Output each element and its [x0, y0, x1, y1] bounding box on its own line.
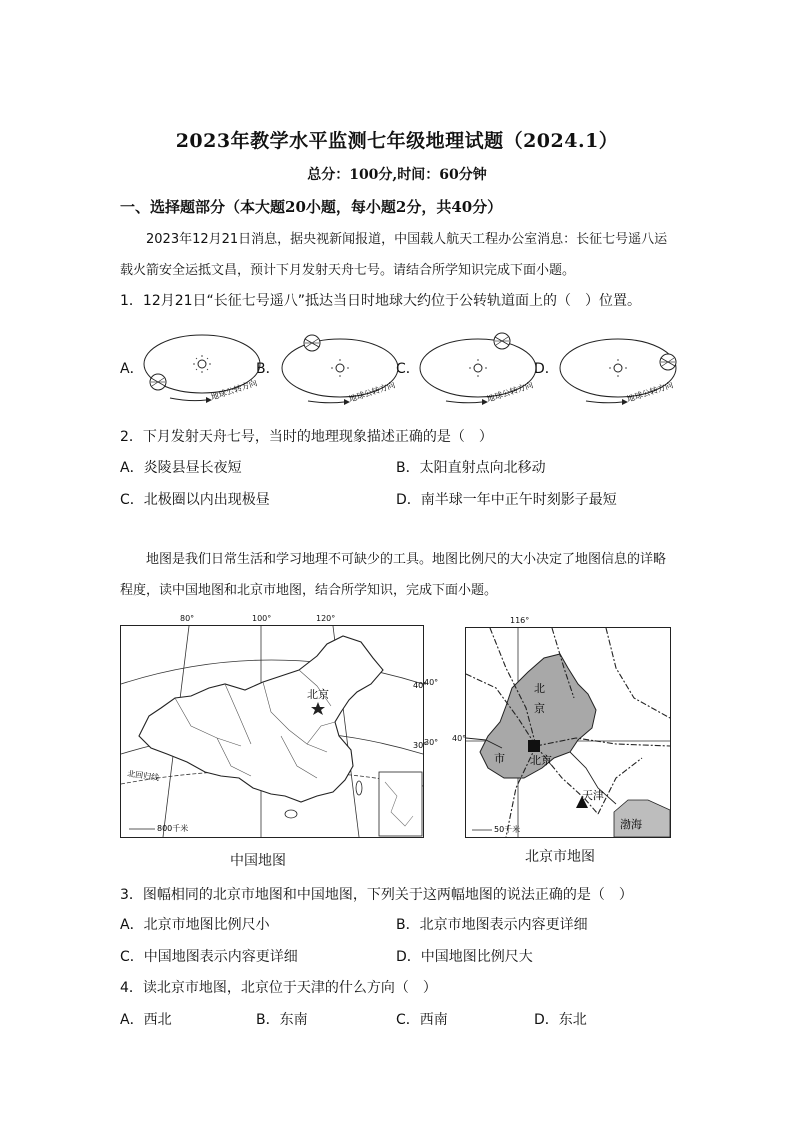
q1-option-c-label[interactable]: C．: [396, 361, 420, 377]
lat-label-30-outer: 30°: [424, 738, 439, 747]
question-2-stem: 2．下月发射天舟七号，当时的地理现象描述正确的是（ ）: [120, 429, 493, 445]
lat-label-40-outer: 40°: [424, 678, 439, 687]
q1-option-d-label[interactable]: D．: [534, 361, 559, 377]
beijing-lat-label: 40°: [452, 734, 467, 743]
passage-1: 2023年12月21日消息，据央视新闻报道，中国载人航天工程办公室消息：长征七号遥八运载火箭安全运抵文昌，预计下月发射天舟七号。请结合所学知识完成下面小题。: [120, 232, 668, 278]
orbit-caption: 地球公转方向: [209, 378, 259, 402]
earth-icon: [494, 333, 510, 349]
earth-icon: [660, 354, 676, 370]
bohai-label: 渤海: [620, 818, 642, 831]
beijing-marker-icon: [528, 740, 540, 752]
exam-info: 总分：100分,时间：60分钟: [307, 167, 487, 183]
lon-label-80: 80°: [180, 614, 195, 623]
q4-option-a[interactable]: A．西北: [120, 1012, 172, 1028]
region-char-3: 市: [494, 752, 505, 765]
china-map-scale: 800千米: [157, 824, 189, 833]
orbit-caption: 地球公转方向: [347, 380, 397, 404]
q3-option-d[interactable]: D．中国地图比例尺大: [396, 949, 533, 965]
earth-icon: [304, 335, 320, 351]
region-char-1: 北: [534, 682, 545, 695]
china-map: [120, 625, 428, 838]
q2-option-b[interactable]: B．太阳直射点向北移动: [396, 460, 546, 476]
page-title: 2023年教学水平监测七年级地理试题（2024.1）: [175, 130, 619, 152]
q3-option-b[interactable]: B．北京市地图表示内容更详细: [396, 917, 588, 933]
section-heading: 一、选择题部分（本大题20小题，每小题2分，共40分）: [120, 198, 503, 216]
passage-2: 地图是我们日常生活和学习地理不可缺少的工具。地图比例尺的大小决定了地图信息的详略程度，读中国地图和北京市地图，结合所学知识，完成下面小题。: [120, 552, 667, 598]
orbit-diagram-a[interactable]: [140, 330, 270, 406]
question-4-stem: 4．读北京市地图，北京位于天津的什么方向（ ）: [120, 980, 437, 996]
q1-option-a-label[interactable]: A．: [120, 361, 144, 377]
question-1-stem: 1．12月21日“长征七号遥八”抵达当日时地球大约位于公转轨道面上的（ ）位置。: [120, 293, 642, 309]
orbit-diagram-b[interactable]: [278, 330, 408, 406]
q3-option-a[interactable]: A．北京市地图比例尺小: [120, 917, 270, 933]
lon-label-120: 120°: [316, 614, 336, 623]
q2-option-d[interactable]: D．南半球一年中正午时刻影子最短: [396, 492, 617, 508]
sun-icon: [331, 359, 349, 377]
beijing-map-caption: 北京市地图: [525, 849, 595, 865]
beijing-map-scale: 50千米: [494, 825, 521, 834]
orbit-diagram-d[interactable]: [556, 330, 686, 406]
question-3-stem: 3．图幅相同的北京市地图和中国地图，下列关于这两幅地图的说法正确的是（ ）: [120, 887, 633, 903]
beijing-city-label: 北京: [530, 754, 552, 767]
earth-icon: [150, 374, 166, 390]
sun-icon: [609, 359, 627, 377]
beijing-map: [465, 627, 671, 838]
sun-icon: [469, 359, 487, 377]
q4-option-b[interactable]: B．东南: [256, 1012, 308, 1028]
sun-icon: [193, 355, 211, 373]
q2-option-c[interactable]: C．北极圈以内出现极昼: [120, 492, 270, 508]
q3-option-c[interactable]: C．中国地图表示内容更详细: [120, 949, 298, 965]
tropic-label: 北回归线: [126, 769, 160, 783]
china-map-caption: 中国地图: [230, 853, 286, 869]
lat-label-30: 30°: [413, 741, 428, 750]
lat-label-40: 40°: [413, 681, 428, 690]
region-char-2: 京: [534, 702, 545, 715]
q4-option-d[interactable]: D．东北: [534, 1012, 587, 1028]
lon-label-100: 100°: [252, 614, 272, 623]
q1-option-b-label[interactable]: B．: [256, 361, 280, 377]
china-map-city-label: 北京: [307, 688, 329, 701]
orbit-caption: 地球公转方向: [625, 380, 675, 404]
beijing-lon-label: 116°: [510, 616, 530, 625]
orbit-caption: 地球公转方向: [485, 380, 535, 404]
tianjin-city-label: 天津: [582, 789, 604, 802]
q4-option-c[interactable]: C．西南: [396, 1012, 448, 1028]
q2-option-a[interactable]: A．炎陵县昼长夜短: [120, 460, 242, 476]
orbit-diagram-c[interactable]: [416, 330, 546, 406]
